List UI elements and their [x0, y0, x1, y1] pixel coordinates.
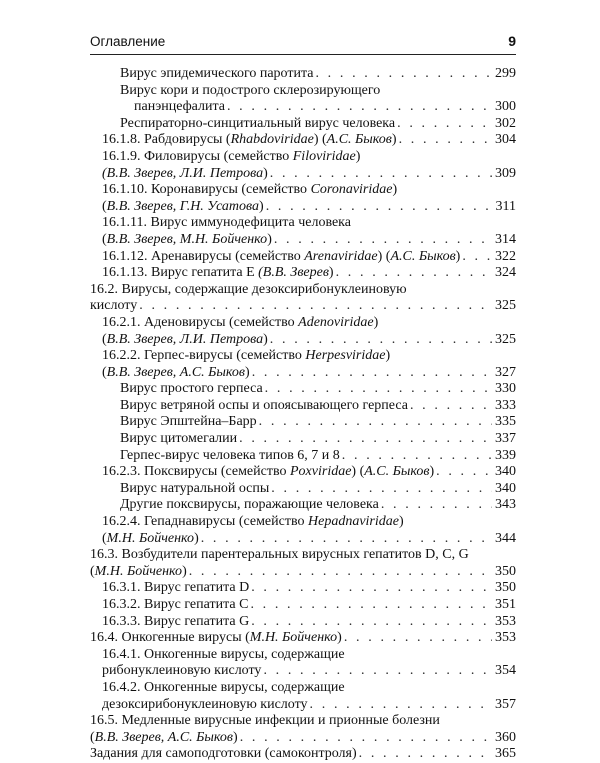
toc-entry: [90, 265, 516, 282]
toc-entry-page: 330: [495, 381, 516, 397]
toc-entry-title: (В.В. Зверев, М.Н. Бойченко): [102, 231, 272, 247]
toc-entry-page: 322: [495, 248, 516, 264]
toc-entry-page: 353: [495, 613, 516, 629]
toc-entry-title: 16.3.1. Вирус гепатита D: [102, 580, 250, 596]
toc-entry: [90, 182, 516, 199]
toc-entry: [90, 464, 516, 481]
toc-entry-page: 340: [495, 480, 516, 496]
leader-dots: [436, 464, 492, 481]
toc-entry-page: 357: [495, 696, 516, 712]
leader-dots: [271, 481, 492, 498]
toc-entry: [90, 713, 516, 730]
leader-dots: [263, 663, 492, 680]
header-page-number: 9: [508, 33, 516, 49]
toc-entry-title: 16.5. Медленные вирусные инфекции и прионные болезни: [90, 713, 440, 729]
toc-entry-page: 304: [495, 132, 516, 148]
toc-entry: [90, 199, 516, 216]
toc-entry: [90, 547, 516, 564]
toc-entry-title: рибонуклеиновую кислоту: [102, 663, 262, 679]
toc-entry-title: Задания для самоподготовки (самоконтроля): [90, 746, 357, 762]
toc-entry: [90, 630, 516, 647]
toc-entry: [90, 298, 516, 315]
toc-entry: [90, 680, 516, 697]
toc-entry-title: 16.3.2. Вирус гепатита С: [102, 597, 249, 612]
leader-dots: [259, 414, 492, 431]
toc-entry: [90, 149, 516, 166]
toc-entry-page: 365: [495, 746, 516, 762]
toc-entry: [90, 116, 516, 133]
toc-entry-page: 340: [495, 464, 516, 480]
toc-entry-page: 343: [495, 497, 516, 513]
leader-dots: [399, 132, 492, 149]
toc-entry: [90, 647, 516, 664]
toc-entry: [90, 730, 516, 747]
toc-entry: [90, 315, 516, 332]
toc-entry-page: 354: [495, 663, 516, 679]
leader-dots: [250, 597, 492, 614]
toc-entry-title: (В.В. Зверев, А.С. Быков): [102, 364, 250, 380]
toc-entry-title: Вирус натуральной оспы: [120, 480, 270, 496]
toc-entry-page: 314: [495, 231, 516, 247]
toc-entry-page: 333: [495, 397, 516, 413]
toc-entry-page: 327: [495, 364, 516, 380]
toc-entry: [90, 232, 516, 249]
toc-entry: [90, 83, 516, 100]
toc-entry-title: (М.Н. Бойченко): [90, 563, 187, 579]
leader-dots: [381, 497, 492, 514]
toc-entry: [90, 481, 516, 498]
toc-entry-title: 16.4. Онкогенные вирусы (М.Н. Бойченко): [90, 630, 342, 646]
toc-entry-title: 16.4.1. Онкогенные вирусы, содержащие: [102, 646, 345, 662]
toc-entry-title: Вирус Эпштейна–Барр: [120, 414, 257, 430]
toc-entry-title: Вирус кори и подострого склерозирующего: [120, 82, 381, 98]
leader-dots: [270, 332, 492, 349]
leader-dots: [344, 630, 492, 647]
toc-entry: [90, 365, 516, 382]
toc-entry: [90, 414, 516, 431]
leader-dots: [270, 166, 492, 183]
toc-entry-title: 16.2.1. Аденовирусы (семейство Adenoviridae): [102, 314, 379, 330]
toc-entry: [90, 66, 516, 83]
toc-entry: [90, 166, 516, 183]
toc-entry-title: Вирус эпидемического паротита: [120, 66, 314, 81]
toc-entry-title: Другие поксвирусы, поражающие человека: [120, 497, 379, 513]
toc-entry-page: 324: [495, 265, 516, 281]
toc-entry-title: кислоту: [90, 298, 138, 314]
leader-dots: [251, 580, 492, 597]
toc-entry-title: 16.3. Возбудители парентеральных вирусных гепатитов D, C, G: [90, 547, 469, 563]
leader-dots: [274, 232, 492, 249]
toc-entry: [90, 215, 516, 232]
toc-entry: [90, 580, 516, 597]
toc-entry-title: Вирус ветряной оспы и опоясывающего герпеса: [120, 397, 408, 413]
leader-dots: [266, 199, 492, 216]
toc-entry-title: Респираторно-синцитиальный вирус человека: [120, 115, 396, 131]
toc-entry: [90, 597, 516, 614]
toc-entry: [90, 398, 516, 415]
toc-entry-page: 302: [495, 115, 516, 131]
toc-entry: [90, 564, 516, 581]
leader-dots: [410, 398, 492, 415]
toc-entry: [90, 614, 516, 631]
toc-entry-page: 360: [495, 729, 516, 745]
toc-entry-page: 325: [495, 298, 516, 314]
toc-entry-title: Вирус цитомегалии: [120, 431, 238, 447]
toc-entry-title: 16.1.13. Вирус гепатита Е (В.В. Зверев): [102, 265, 334, 281]
toc-entry-title: дезоксирибонуклеиновую кислоту: [102, 696, 308, 712]
toc-entry-title: (В.В. Зверев, Л.И. Петрова): [102, 165, 268, 181]
header-title: Оглавление: [90, 34, 166, 49]
toc-entry: [90, 697, 516, 714]
toc-entry-title: 16.1.9. Филовирусы (семейство Filoviridae): [102, 148, 361, 164]
leader-dots: [265, 381, 492, 398]
table-of-contents: [90, 66, 516, 763]
leader-dots: [239, 431, 492, 448]
toc-entry: [90, 431, 516, 448]
leader-dots: [252, 365, 492, 382]
toc-entry-title: Герпес-вирус человека типов 6, 7 и 8: [120, 447, 340, 463]
toc-entry-title: 16.1.11. Вирус иммунодефицита человека: [102, 215, 351, 231]
leader-dots: [462, 249, 492, 266]
toc-entry: [90, 132, 516, 149]
leader-dots: [315, 66, 492, 83]
toc-entry-title: 16.2.4. Гепаднавирусы (семейство Hepadnaviridae): [102, 514, 404, 530]
running-header: [90, 32, 516, 55]
toc-entry-page: 351: [495, 597, 516, 612]
toc-entry-page: 309: [495, 165, 516, 181]
leader-dots: [397, 116, 492, 133]
leader-dots: [240, 730, 492, 747]
leader-dots: [342, 448, 492, 465]
toc-entry: [90, 282, 516, 299]
toc-entry-page: 350: [495, 580, 516, 596]
leader-dots: [359, 746, 492, 763]
toc-entry-page: 325: [495, 331, 516, 347]
leader-dots: [251, 614, 492, 631]
toc-entry: [90, 497, 516, 514]
leader-dots: [189, 564, 492, 581]
toc-entry-title: 16.1.8. Рабдовирусы (Rhabdoviridae) (А.С. Быков): [102, 132, 397, 148]
toc-entry-page: 344: [495, 530, 516, 546]
toc-entry-title: панэнцефалита: [134, 99, 225, 115]
toc-entry-page: 353: [495, 630, 516, 646]
toc-entry-title: (В.В. Зверев, Г.Н. Усатова): [102, 198, 264, 214]
toc-entry: [90, 514, 516, 531]
toc-entry-page: 311: [495, 198, 516, 214]
toc-entry-page: 335: [495, 414, 516, 430]
leader-dots: [201, 531, 492, 548]
toc-entry-title: 16.2.2. Герпес-вирусы (семейство Herpesviridae): [102, 348, 391, 364]
toc-entry-page: 350: [495, 563, 516, 579]
toc-entry-page: 339: [495, 447, 516, 463]
toc-entry-title: (В.В. Зверев, Л.И. Петрова): [102, 331, 268, 347]
toc-entry-page: 337: [495, 431, 516, 447]
toc-entry: [90, 746, 516, 763]
toc-entry-page: 300: [495, 99, 516, 115]
leader-dots: [139, 298, 492, 315]
toc-entry: [90, 249, 516, 266]
toc-entry-title: 16.4.2. Онкогенные вирусы, содержащие: [102, 679, 345, 695]
toc-entry-title: (М.Н. Бойченко): [102, 530, 199, 546]
toc-entry-title: 16.1.12. Аренавирусы (семейство Arenaviridae) (А.С. Быков): [102, 248, 461, 264]
toc-entry-title: 16.2.3. Поксвирусы (семейство Poxviridae) (А.С. Быков): [102, 464, 435, 480]
toc-entry-title: 16.2. Вирусы, содержащие дезоксирибонуклеиновую: [90, 281, 407, 297]
toc-entry-title: Вирус простого герпеса: [120, 381, 263, 397]
toc-entry: [90, 448, 516, 465]
toc-entry: [90, 348, 516, 365]
toc-entry-title: 16.3.3. Вирус гепатита G: [102, 613, 250, 629]
toc-entry: [90, 332, 516, 349]
leader-dots: [336, 265, 492, 282]
toc-entry: [90, 99, 516, 116]
toc-entry-title: (В.В. Зверев, А.С. Быков): [90, 729, 238, 745]
toc-entry: [90, 381, 516, 398]
toc-entry-page: 299: [495, 66, 516, 81]
toc-entry-title: 16.1.10. Коронавирусы (семейство Coronaviridae): [102, 182, 398, 198]
toc-entry: [90, 663, 516, 680]
leader-dots: [310, 697, 492, 714]
toc-entry: [90, 531, 516, 548]
leader-dots: [227, 99, 492, 116]
